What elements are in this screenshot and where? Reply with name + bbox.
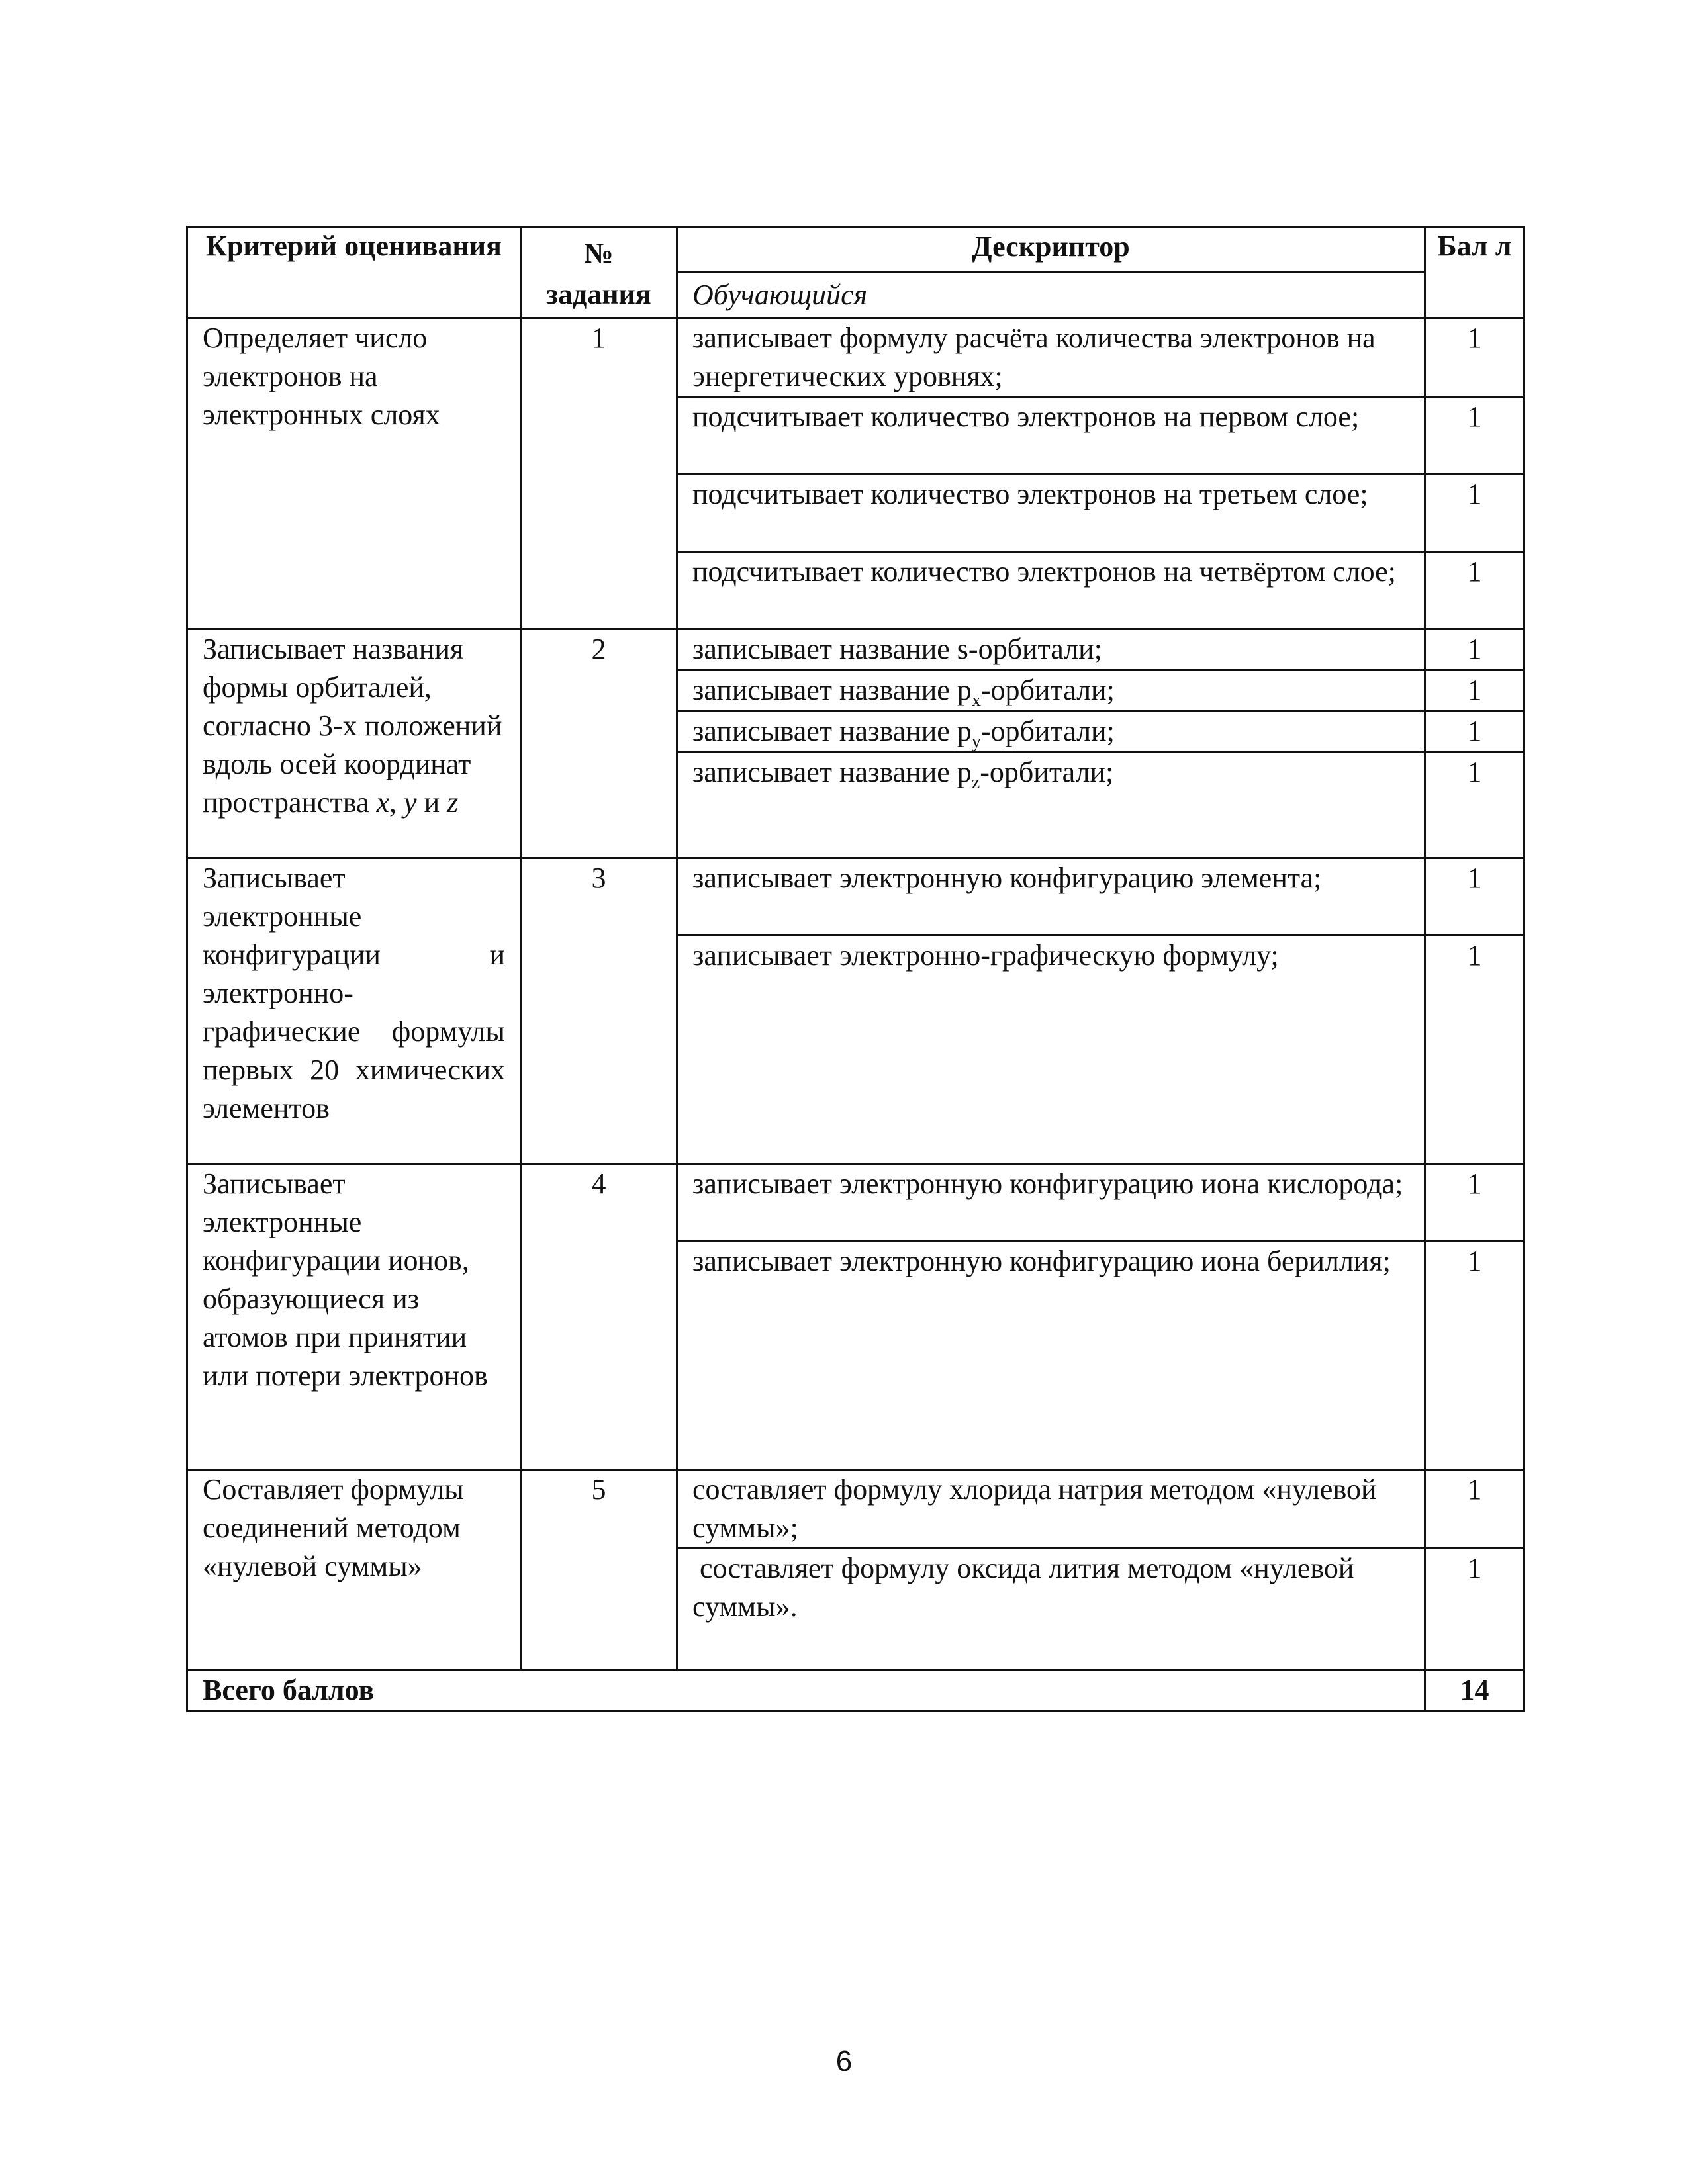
points-cell: 1 — [1425, 936, 1524, 1164]
header-criterion: Критерий оценивания — [187, 227, 521, 318]
points-cell: 1 — [1425, 752, 1524, 858]
points-cell: 1 — [1425, 397, 1524, 475]
descriptor-text: -орбитали; — [980, 715, 1115, 747]
criterion-cell: Записывает электронные конфигурации и электронно-графические формулы первых 20 химических элементов — [187, 858, 521, 1164]
separator: , — [389, 786, 404, 819]
points-cell: 1 — [1425, 1164, 1524, 1242]
assessment-rubric-table — [186, 226, 1525, 1712]
descriptor-cell: подсчитывает количество электронов на четвёртом слое; — [677, 552, 1425, 629]
points-cell: 1 — [1425, 318, 1524, 397]
points-cell: 1 — [1425, 1242, 1524, 1470]
header-descriptor: Дескриптор — [677, 227, 1425, 272]
points-cell: 1 — [1425, 858, 1524, 936]
task-number-cell: 3 — [521, 858, 677, 1164]
points-cell: 1 — [1425, 1470, 1524, 1549]
axis-z: z — [447, 786, 459, 819]
descriptor-cell: подсчитывает количество электронов на третьем слое; — [677, 475, 1425, 552]
descriptor-text: -орбитали; — [980, 674, 1115, 706]
points-cell: 1 — [1425, 711, 1524, 752]
descriptor-cell: подсчитывает количество электронов на первом слое; — [677, 397, 1425, 475]
descriptor-cell: составляет формулу хлорида натрия методом «нулевой суммы»; — [677, 1470, 1425, 1549]
descriptor-cell: составляет формулу оксида лития методом «нулевой суммы». — [677, 1549, 1425, 1670]
points-cell: 1 — [1425, 1549, 1524, 1670]
points-cell: 1 — [1425, 475, 1524, 552]
subscript: z — [971, 772, 980, 793]
points-cell: 1 — [1425, 629, 1524, 670]
criterion-cell: Определяет число электронов на электронных слоях — [187, 318, 521, 629]
descriptor-cell — [677, 711, 1425, 752]
header-learner: Обучающийся — [677, 272, 1425, 318]
criterion-cell: Записывает электронные конфигурации ионов, образующиеся из атомов при принятии или потери электронов — [187, 1164, 521, 1470]
descriptor-text: записывает название p — [692, 715, 972, 747]
descriptor-cell: записывает название s-орбитали; — [677, 629, 1425, 670]
subscript: x — [971, 690, 981, 711]
total-label: Всего баллов — [187, 1670, 1425, 1711]
points-cell: 1 — [1425, 552, 1524, 629]
task-number-cell: 2 — [521, 629, 677, 858]
descriptor-cell: записывает электронную конфигурацию элемента; — [677, 858, 1425, 936]
criterion-cell — [187, 629, 521, 858]
criterion-cell: Составляет формулы соединений методом «нулевой суммы» — [187, 1470, 521, 1670]
header-task-number: № задания — [521, 227, 677, 318]
subscript: y — [971, 731, 981, 752]
descriptor-cell: записывает электронно-графическую формулу; — [677, 936, 1425, 1164]
task-number-cell: 1 — [521, 318, 677, 629]
header-points: Бал л — [1425, 227, 1524, 318]
separator: и — [416, 786, 447, 819]
descriptor-cell: записывает электронную конфигурацию иона кислорода; — [677, 1164, 1425, 1242]
criterion-text: Записывает названия формы орбиталей, согласно 3-х положений вдоль осей координат пространства — [203, 633, 502, 819]
axis-x: x — [376, 786, 390, 819]
axis-y: y — [404, 786, 417, 819]
descriptor-text: записывает название p — [692, 756, 972, 788]
points-cell: 1 — [1425, 670, 1524, 711]
total-value: 14 — [1425, 1670, 1524, 1711]
descriptor-cell: записывает электронную конфигурацию иона бериллия; — [677, 1242, 1425, 1470]
descriptor-text: записывает название p — [692, 674, 972, 706]
page-number: 6 — [835, 2045, 853, 2077]
task-number-cell: 5 — [521, 1470, 677, 1670]
task-number-cell: 4 — [521, 1164, 677, 1470]
descriptor-cell — [677, 670, 1425, 711]
descriptor-cell: записывает формулу расчёта количества электронов на энергетических уровнях; — [677, 318, 1425, 397]
descriptor-text: -орбитали; — [980, 756, 1114, 788]
descriptor-cell — [677, 752, 1425, 858]
